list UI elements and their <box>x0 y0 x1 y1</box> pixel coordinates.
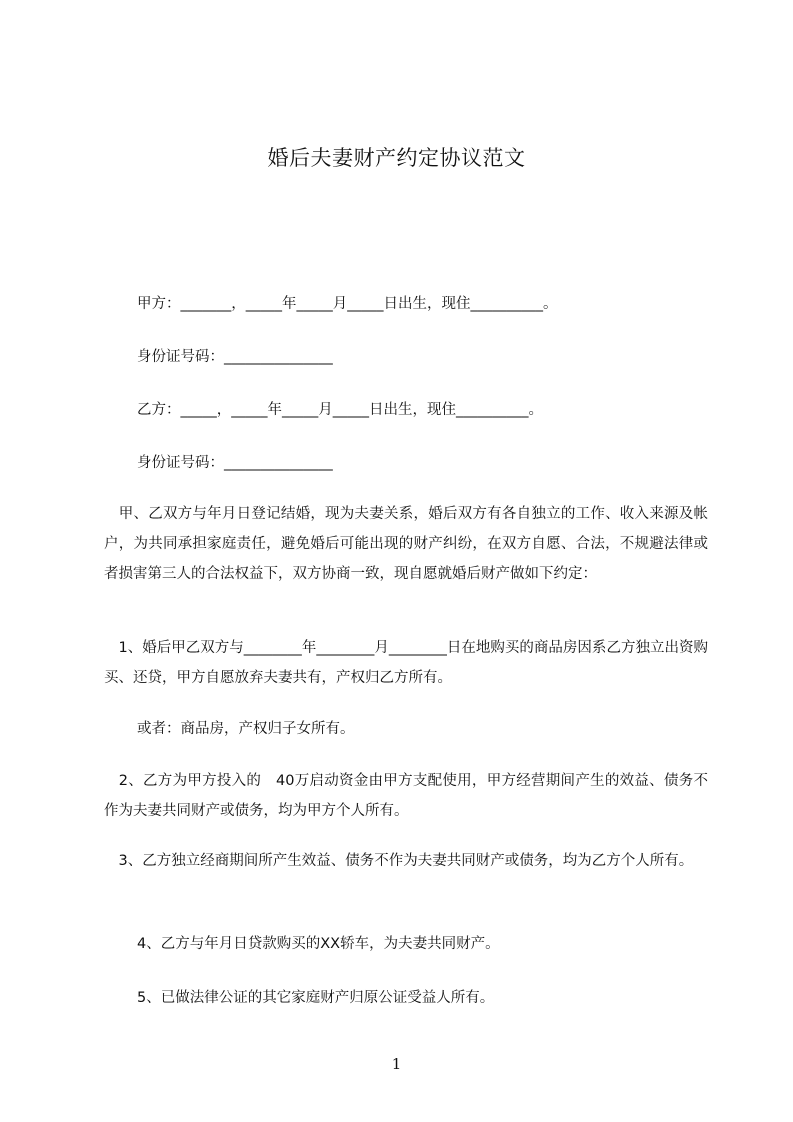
clause-1-alternative: 或者：商品房，产权归子女所有。 <box>137 721 355 737</box>
party-b-id-line: 身份证号码：_______________ <box>137 455 333 471</box>
clause-3: 3、乙方独立经商期间所产生效益、债务不作为夫妻共同财产或债务，均为乙方个人所有。 <box>104 853 694 869</box>
party-a-id-line: 身份证号码：_______________ <box>137 349 333 365</box>
intro-paragraph: 甲、乙双方与年月日登记结婚，现为夫妻关系，婚后双方有各自独立的工作、收入来源及帐户，为共同承担家庭责任，避免婚后可能出现的财产纠纷，在双方自愿、合法，不规避法律或者损害第三人的合法权益下，双方协商一致，现自愿就婚后财产做如下约定： <box>104 506 708 582</box>
clause-2: 2、乙方为甲方投入的 40万启动资金由甲方支配使用，甲方经营期间产生的效益、债务不作为夫妻共同财产或债务，均为甲方个人所有。 <box>104 773 708 819</box>
party-a-line: 甲方：_______，_____年_____月_____日出生，现住__________。 <box>137 296 558 312</box>
clause-1: 1、婚后甲乙双方与________年________月________日在地购买的商品房因系乙方独立出资购买、还贷，甲方自愿放弃夫妻共有，产权归乙方所有。 <box>104 640 708 686</box>
party-b-line: 乙方：_____，_____年_____月_____日出生，现住__________。 <box>137 402 543 418</box>
page-number: 1 <box>391 1055 402 1073</box>
clause-5: 5、已做法律公证的其它家庭财产归原公证受益人所有。 <box>137 990 495 1006</box>
document-title: 婚后夫妻财产约定协议范文 <box>267 146 526 170</box>
clause-4: 4、乙方与年月日贷款购买的XX轿车，为夫妻共同财产。 <box>137 936 500 952</box>
